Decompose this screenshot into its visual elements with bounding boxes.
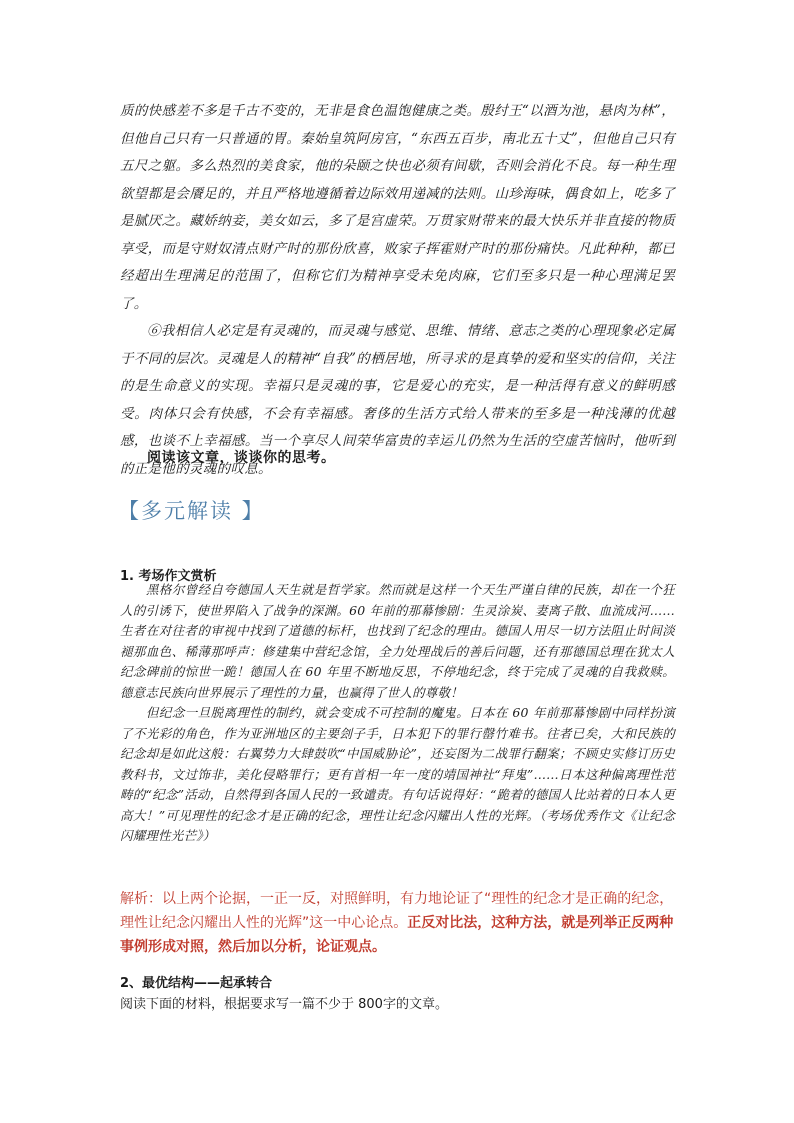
section-1-heading: 1. 考场作文赏析 xyxy=(120,569,217,584)
sample-paragraph-1: 黑格尔曾经自夸德国人天生就是哲学家。然而就是这样一个天生严谨自律的民族，却在一个狂人的引诱下，使世界陷入了战争的深渊。60 年前的那幕惨剧：生灵涂炭、妻离子散、血流成河……生者在对往者的审视中找到了道德的标杆，也找到了纪念的理由。德国人用尽一切方法阻止时间淡褪那血色、稀薄那呼声：修建集中营纪念馆，全力处理战后的善后问题，还有那德国总理在犹太人纪念碑前的惊世一跪！德国人在 60 年里不断地反思，不停地纪念，终于完成了灵魂的自我救赎。德意志民族向世界展示了理性的力量，也赢得了世人的尊敬！ xyxy=(120,582,675,700)
essay-paragraph-1: 质的快感差不多是千古不变的，无非是食色温饱健康之类。殷纣王“以酒为池，悬肉为林”，但他自己只有一只普通的胃。秦始皇筑阿房宫，“东西五百步，南北五十丈”，但他自己只有五尺之躯。多么热烈的美食家，他的朵颐之快也必须有间歇，否则会消化不良。每一种生理欲望都是会餍足的，并且严格地遵循着边际效用递减的法则。山珍海味，偶食如上，吃多了是腻厌之。藏娇纳妾，美女如云，多了是宫虚荣。万贯家财带来的最大快乐并非直接的物质享受，而是守财奴清点财产时的那份欣喜，败家子挥霍财产时的那份痛快。凡此种种，都已经超出生理满足的范围了，但称它们为精神享受未免肉麻，它们至多只是一种心理满足罢了。 xyxy=(120,103,675,312)
reading-prompt: 阅读该文章，谈谈你的思考。 xyxy=(147,450,336,466)
section-2-heading: 2、最优结构——起承转合 xyxy=(120,976,273,991)
writing-task: 阅读下面的材料，根据要求写一篇不少于 800字的文章。 xyxy=(120,997,448,1012)
essay-paragraph-2: ⑥我相信人必定是有灵魂的，而灵魂与感觉、思维、情绪、意志之类的心理现象必定属于不同的层次。灵魂是人的精神“自我”的栖居地，所寻求的是真挚的爱和坚实的信仰，关注的是生命意义的实现。幸福只是灵魂的事，它是爱心的充实，是一种活得有意义的鲜明感受。肉体只会有快感，不会有幸福感。奢侈的生活方式给人带来的至多是一种浅薄的优越感，也谈不上幸福感。当一个享尽人间荣华富贵的幸运儿仍然为生活的空虚苦恼时，他听到的正是他的灵魂的叹息。 xyxy=(120,323,675,477)
analysis-note xyxy=(120,887,675,959)
analysis-method: 正反对比法，这种方法，就是列举正反两种事例形成对照，然后加以分析，论证观点。 xyxy=(120,915,674,955)
sample-essay xyxy=(120,580,675,847)
section-banner: 【多元解读 】 xyxy=(118,499,265,523)
essay-excerpt xyxy=(120,98,675,483)
sample-paragraph-2: 但纪念一旦脱离理性的制约，就会变成不可控制的魔鬼。日本在 60 年前那幕惨剧中同样扮演了不光彩的角色，作为亚洲地区的主要刽子手，日本犯下的罪行罄竹难书。往者已矣，大和民族的纪念却是如此这般：右翼势力大肆鼓吹“中国威胁论”，还妄图为二战罪行翻案；不顾史实修订历史教科书，文过饰非，美化侵略罪行；更有首相一年一度的靖国神社“拜鬼”……日本这种偏离理性范畴的“纪念”活动，自然得到各国人民的一致谴责。有句话说得好：“跪着的德国人比站着的日本人更高大！”可见理性的纪念才是正确的纪念，理性让纪念闪耀出人性的光辉。（考场优秀作文《让纪念闪耀理性光芒》） xyxy=(120,705,675,843)
analysis-text: 解析：以上两个论据，一正一反，对照鲜明，有力地论证了“理性的纪念才是正确的纪念，理性让纪念闪耀出人性的光辉”这一中心论点。 xyxy=(120,891,674,931)
